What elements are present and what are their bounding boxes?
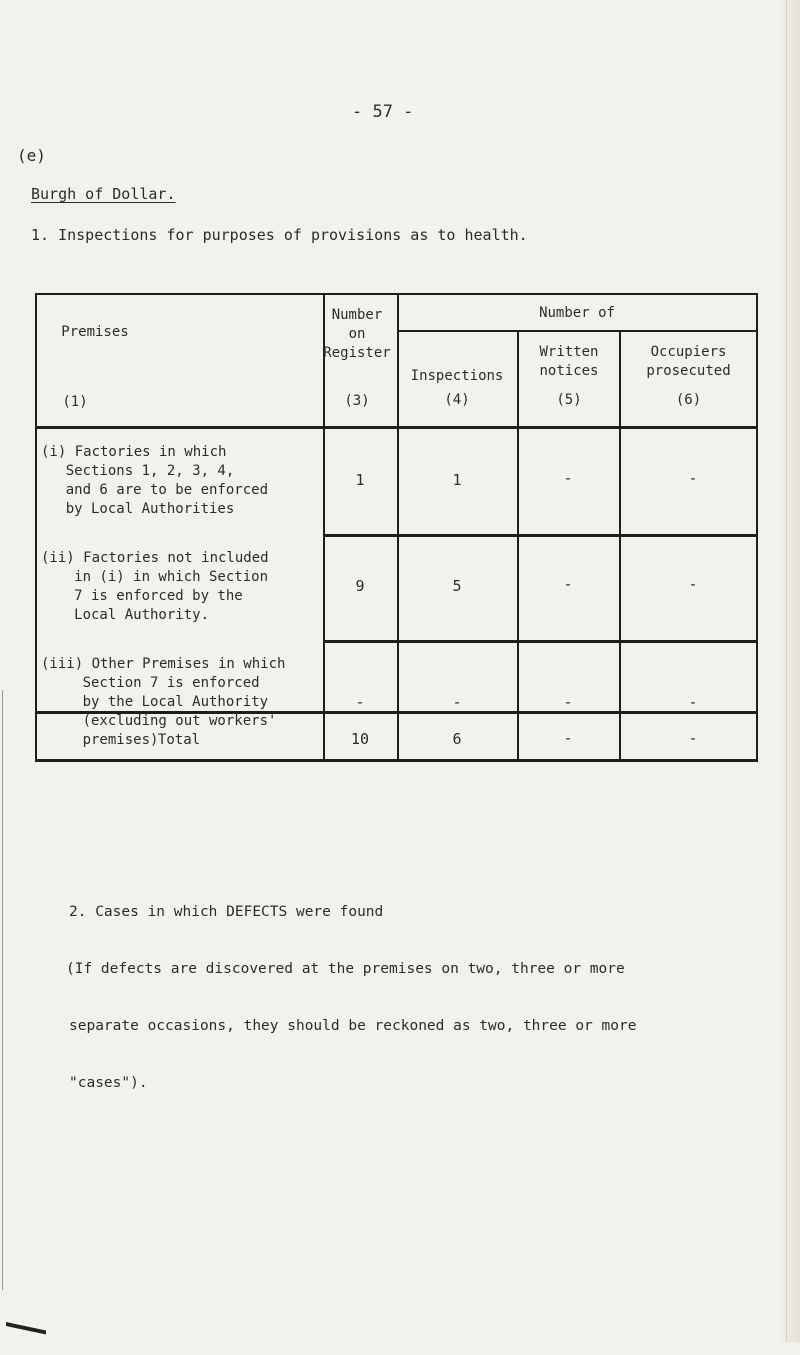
section-heading: 1. Inspections for purposes of provisions as to health. [31, 226, 528, 244]
row2-label-line1: (ii) Factories not included [41, 550, 269, 566]
row1-label-line3: and 6 are to be enforced [32, 482, 269, 498]
row1-label-line2: Sections 1, 2, 3, 4, [32, 463, 235, 479]
row2-label-line3: 7 is enforced by the [32, 588, 243, 604]
row2-occupiers: - [688, 575, 698, 593]
total-register: 10 [350, 730, 370, 748]
note-line4: "cases"). [69, 1075, 148, 1091]
note-line1: 2. Cases in which DEFECTS were found [69, 904, 384, 920]
row1-inspections: 1 [452, 471, 462, 489]
defects-note [66, 865, 637, 1112]
row3-label-line5: premises) [32, 732, 159, 748]
row1-label-line1: (i) Factories in which [41, 444, 227, 460]
header-written-num: (5) [556, 392, 582, 408]
header-register-num: (3) [344, 393, 370, 409]
table-rule-number-of [397, 330, 758, 332]
header-inspections-num: (4) [444, 392, 470, 408]
table-rule-row2 [323, 640, 758, 643]
header-register-line3: Register [323, 345, 391, 361]
header-occupiers-num: (6) [675, 392, 702, 408]
row1-register: 1 [355, 471, 365, 489]
header-occupiers-line1: Occupiers [650, 344, 727, 360]
note-line2: (If defects are discovered at the premises on two, three or more [66, 961, 625, 977]
header-inspections: Inspections [410, 368, 504, 384]
total-row [35, 711, 758, 759]
header-premises-num: (1) [62, 394, 88, 410]
inspections-table [32, 293, 758, 763]
header-register-line1: Number [331, 307, 383, 323]
header-premises: Premises [61, 324, 129, 340]
table-col-1 [323, 293, 325, 762]
header-written-line1: Written [539, 344, 599, 360]
row3-written: - [563, 693, 573, 711]
row1-occupiers: - [688, 469, 698, 487]
header-register-line2: on [348, 326, 366, 342]
row3-label-line3: by the Local Authority [32, 694, 269, 710]
header-number-of: Number of [539, 305, 615, 321]
row2-label-line2: in (i) in which Section [32, 569, 269, 585]
row3-label-line4: (excluding out workers' [32, 713, 277, 729]
row2-label-line4: Local Authority. [32, 607, 210, 623]
row2-inspections: 5 [452, 577, 462, 595]
row1-written: - [563, 469, 573, 487]
table-col-2 [397, 293, 399, 762]
corner-mark [6, 1322, 46, 1355]
header-written-line2: notices [539, 363, 599, 379]
table-rule-row1 [323, 534, 758, 537]
page-edge-shadow [778, 0, 800, 1342]
binding-line [2, 690, 3, 1290]
row1-label-line4: by Local Authorities [32, 501, 235, 517]
row2-register: 9 [355, 577, 365, 595]
total-label: Total [157, 732, 201, 748]
total-inspections: 6 [452, 730, 462, 748]
total-occupiers: - [688, 729, 698, 747]
section-label: (e) [17, 146, 46, 165]
page-number: - 57 - [352, 102, 414, 122]
burgh-title: Burgh of Dollar. [31, 185, 176, 203]
row3-label-line1: (iii) Other Premises in which [41, 656, 286, 672]
row3-label-line2: Section 7 is enforced [32, 675, 260, 691]
header-occupiers-line2: prosecuted [646, 363, 731, 379]
total-written: - [563, 729, 573, 747]
table-col-right [756, 293, 758, 762]
row3-register: - [355, 693, 365, 711]
note-line3: separate occasions, they should be reckoned as two, three or more [69, 1018, 637, 1034]
row2-written: - [563, 575, 573, 593]
row3-inspections: - [452, 693, 462, 711]
row3-occupiers: - [688, 693, 698, 711]
